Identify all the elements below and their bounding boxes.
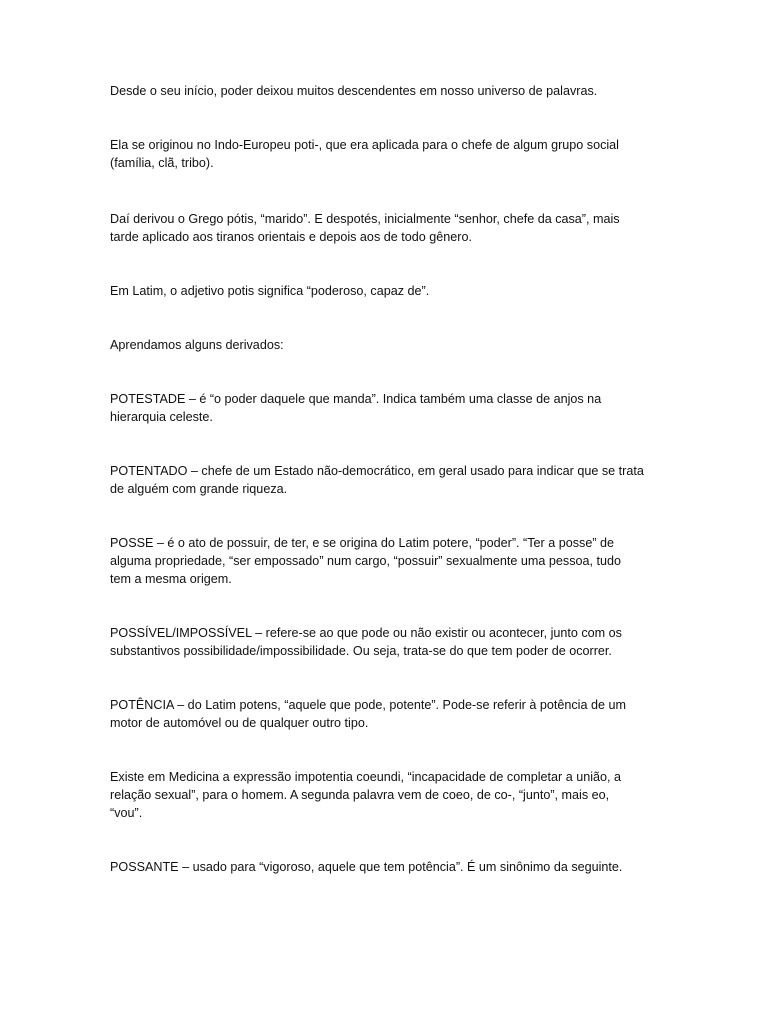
paragraph-7 (110, 462, 670, 498)
paragraph-3 (110, 210, 670, 246)
paragraph-line: POSSÍVEL/IMPOSSÍVEL – refere-se ao que pode ou não existir ou acontecer, junto com os (110, 626, 622, 640)
paragraph-line: substantivos possibilidade/impossibilidade. Ou seja, trata-se do que tem poder de ocorrer. (110, 644, 612, 658)
paragraph-line: “vou”. (110, 806, 143, 820)
paragraph-1 (110, 82, 670, 100)
paragraph-line: alguma propriedade, “ser empossado” num cargo, “possuir” sexualmente uma pessoa, tudo (110, 554, 622, 568)
paragraph-line: relação sexual”, para o homem. A segunda palavra vem de coeo, de co-, “junto”, mais eo, (110, 788, 610, 802)
paragraph-line: POSSANTE – usado para “vigoroso, aquele que tem potência”. É um sinônimo da seguinte. (110, 860, 623, 874)
paragraph-line: POTESTADE – é “o poder daquele que manda”. Indica também uma classe de anjos na (110, 392, 602, 406)
paragraph-6 (110, 390, 670, 426)
document-page (110, 82, 670, 876)
paragraph-11 (110, 768, 670, 822)
paragraph-line: POSSE – é o ato de possuir, de ter, e se origina do Latim potere, “poder”. “Ter a posse” de (110, 536, 615, 550)
paragraph-line: de alguém com grande riqueza. (110, 482, 288, 496)
paragraph-8 (110, 534, 670, 588)
paragraph-line: tem a mesma origem. (110, 572, 232, 586)
paragraph-line: (família, clã, tribo). (110, 156, 214, 170)
paragraph-line: Daí derivou o Grego pótis, “marido”. E despotés, inicialmente “senhor, chefe da casa”, mais (110, 212, 620, 226)
paragraph-2 (110, 136, 670, 172)
paragraph-line: Aprendamos alguns derivados: (110, 338, 284, 352)
paragraph-line: hierarquia celeste. (110, 410, 213, 424)
paragraph-10 (110, 696, 670, 732)
paragraph-4 (110, 282, 670, 300)
paragraph-5 (110, 336, 670, 354)
paragraph-line: Existe em Medicina a expressão impotentia coeundi, “incapacidade de completar a união, a (110, 770, 622, 784)
paragraph-line: Desde o seu início, poder deixou muitos descendentes em nosso universo de palavras. (110, 84, 598, 98)
paragraph-12 (110, 858, 670, 876)
paragraph-line: POTENTADO – chefe de um Estado não-democrático, em geral usado para indicar que se trata (110, 464, 644, 478)
paragraph-line: Ela se originou no Indo-Europeu poti-, que era aplicada para o chefe de algum grupo social (110, 138, 619, 152)
paragraph-9 (110, 624, 670, 660)
paragraph-line: Em Latim, o adjetivo potis significa “poderoso, capaz de”. (110, 284, 430, 298)
paragraph-line: POTÊNCIA – do Latim potens, “aquele que pode, potente”. Pode-se referir à potência de um (110, 698, 626, 712)
paragraph-line: motor de automóvel ou de qualquer outro tipo. (110, 716, 369, 730)
paragraph-line: tarde aplicado aos tiranos orientais e depois aos de todo gênero. (110, 230, 472, 244)
